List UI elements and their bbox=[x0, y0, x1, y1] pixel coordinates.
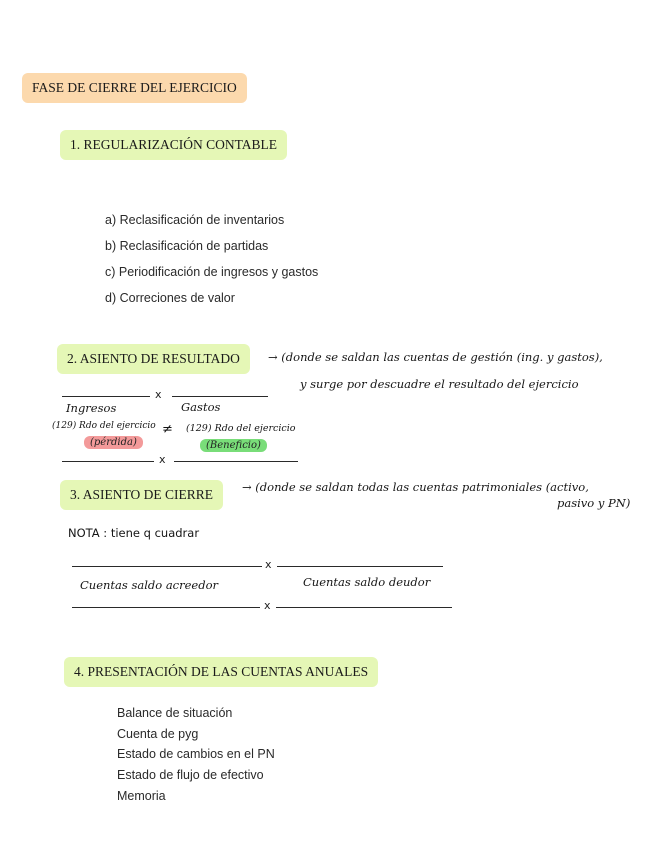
presentacion-list bbox=[117, 703, 275, 807]
cierre-rule-top-right bbox=[277, 566, 443, 567]
journal-cross-bottom: x bbox=[159, 453, 166, 466]
section-resultado-title: 2. ASIENTO DE RESULTADO bbox=[57, 344, 250, 374]
cierre-note-line2: pasivo y PN) bbox=[557, 496, 631, 510]
not-equal-icon: ≠ bbox=[162, 422, 173, 437]
cierre-rule-bottom-right bbox=[276, 607, 452, 608]
list-item: b) Reclasificación de partidas bbox=[105, 239, 269, 253]
list-item: Estado de cambios en el PN bbox=[117, 747, 275, 762]
nota-text: NOTA : tiene q cuadrar bbox=[68, 526, 200, 540]
profit-highlight: (Beneficio) bbox=[200, 439, 267, 452]
journal-rule-bottom-right bbox=[174, 461, 298, 462]
list-item: c) Periodificación de ingresos y gastos bbox=[105, 265, 319, 279]
list-item: Estado de flujo de efectivo bbox=[117, 768, 264, 783]
gastos-label: Gastos bbox=[181, 400, 221, 414]
journal-rule-top-right bbox=[172, 396, 268, 397]
cierre-note-line1: → (donde se saldan todas las cuentas patrimoniales (activo, bbox=[242, 480, 589, 494]
list-item: d) Correciones de valor bbox=[105, 291, 235, 305]
cierre-rule-top-left bbox=[72, 566, 262, 567]
cierre-cross-top: x bbox=[265, 558, 272, 571]
saldo-acreedor-label: Cuentas saldo acreedor bbox=[80, 578, 219, 592]
journal-rule-bottom-left bbox=[62, 461, 154, 462]
ingresos-label: Ingresos bbox=[66, 401, 117, 415]
cierre-cross-bottom: x bbox=[264, 599, 271, 612]
resultado-note-line2: y surge por descuadre el resultado del ejercicio bbox=[300, 377, 579, 391]
loss-account-label: (129) Rdo del ejercicio bbox=[52, 421, 156, 431]
page-title: FASE DE CIERRE DEL EJERCICIO bbox=[22, 73, 247, 103]
resultado-note-line1: → (donde se saldan las cuentas de gestión (ing. y gastos), bbox=[268, 350, 603, 364]
list-item: a) Reclasificación de inventarios bbox=[105, 213, 285, 227]
loss-highlight: (pérdida) bbox=[84, 436, 143, 449]
journal-rule-top-left bbox=[62, 396, 150, 397]
profit-account-label: (129) Rdo del ejercicio bbox=[186, 423, 296, 434]
section-cierre-title: 3. ASIENTO DE CIERRE bbox=[60, 480, 223, 510]
list-item: Cuenta de pyg bbox=[117, 726, 199, 741]
list-item: Balance de situación bbox=[117, 706, 233, 720]
journal-cross: x bbox=[155, 388, 162, 401]
section-regularizacion-title: 1. REGULARIZACIÓN CONTABLE bbox=[60, 130, 287, 160]
section-presentacion-title: 4. PRESENTACIÓN DE LAS CUENTAS ANUALES bbox=[64, 657, 378, 687]
regularizacion-list bbox=[105, 207, 318, 311]
list-item: Memoria bbox=[117, 788, 166, 803]
saldo-deudor-label: Cuentas saldo deudor bbox=[303, 575, 431, 589]
cierre-rule-bottom-left bbox=[72, 607, 260, 608]
